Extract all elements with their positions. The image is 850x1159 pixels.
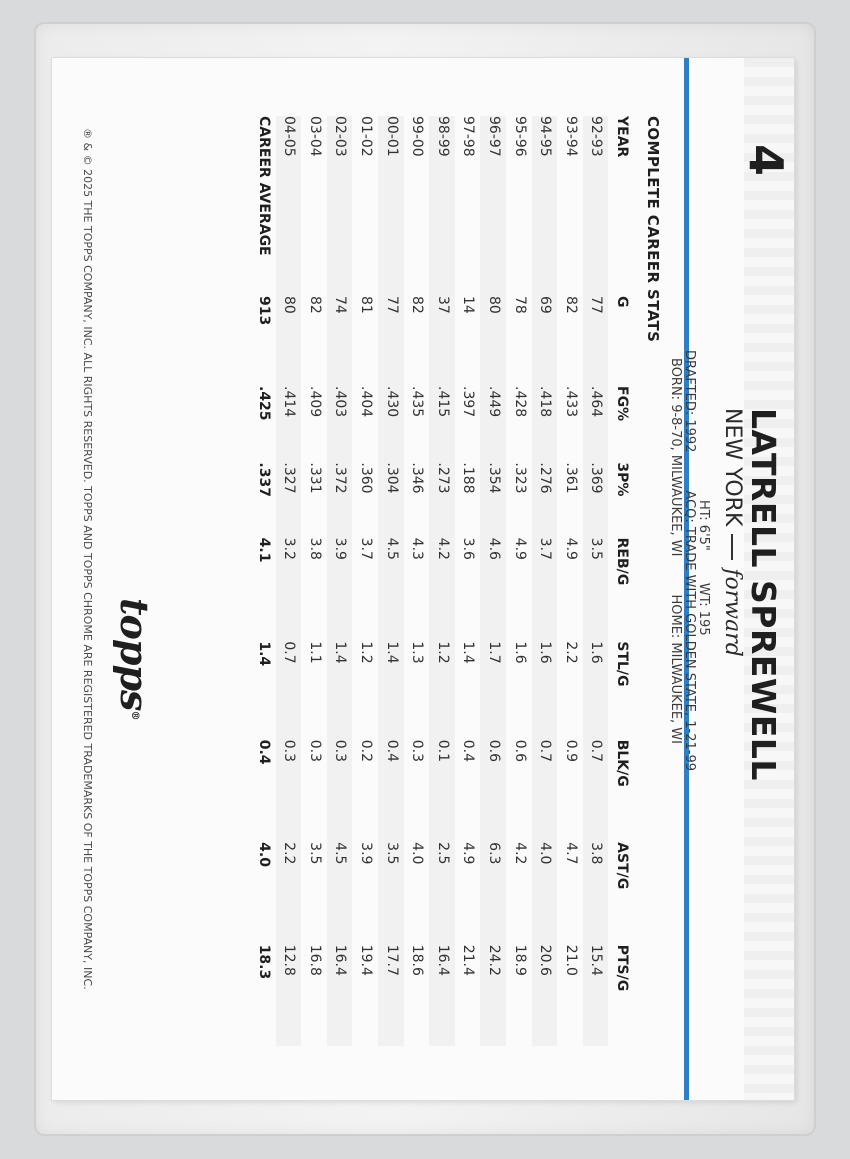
- stat-cell: .188: [460, 462, 477, 494]
- stat-cell: 69: [532, 296, 558, 386]
- stat-cell: 03-04: [306, 116, 323, 157]
- bio-row-3: [668, 350, 682, 1070]
- stat-cell: 95-96: [511, 116, 528, 157]
- stats-row: [327, 116, 353, 1046]
- stats-row: [557, 116, 583, 1046]
- col-header: STL/G: [614, 641, 630, 687]
- stat-cell: 1.6: [511, 641, 528, 664]
- stat-cell: 4.5: [327, 842, 353, 945]
- col-header: PTS/G: [614, 944, 630, 992]
- stat-cell: 24.2: [480, 945, 506, 1046]
- stat-cell: 3.2: [276, 538, 302, 642]
- stat-cell: 37: [429, 296, 455, 386]
- stat-cell: 77: [378, 296, 404, 386]
- stat-cell: 4.9: [460, 842, 477, 865]
- stat-cell: .425: [250, 386, 276, 462]
- career-stats-table: [250, 116, 634, 1046]
- stat-cell: .435: [409, 386, 426, 418]
- stat-cell: .276: [532, 462, 558, 537]
- stat-cell: 1.2: [429, 641, 455, 739]
- stat-cell: .273: [429, 462, 455, 537]
- legal-copyright: ® & © 2025 THE TOPPS COMPANY, INC. ALL RIGHTS RESERVED. TOPPS AND TOPPS CHROME ARE REGISTERED TRADEMARKS OF THE TOPPS COMPANY, INC.: [81, 128, 94, 990]
- stat-cell: 0.7: [583, 740, 609, 842]
- stat-cell: 4.1: [250, 538, 276, 642]
- stat-cell: .403: [327, 386, 353, 462]
- stat-cell: .418: [532, 386, 558, 462]
- stat-cell: 2.2: [562, 641, 579, 664]
- stat-cell: 14: [460, 296, 477, 314]
- stat-cell: 6.3: [480, 842, 506, 945]
- stats-row: [506, 116, 532, 1046]
- bio-acquired: ACQ: TRADE WITH GOLDEN STATE, 1-21-99: [682, 490, 697, 771]
- col-header: BLK/G: [614, 739, 630, 787]
- stat-cell: 0.3: [306, 739, 323, 762]
- stat-cell: 1.4: [378, 641, 404, 739]
- card-number: 4: [739, 144, 793, 177]
- stat-cell: 4.6: [480, 538, 506, 642]
- stat-cell: 0.3: [276, 740, 302, 842]
- stat-cell: 3.5: [306, 842, 323, 865]
- stat-cell: CAREER AVERAGE: [250, 116, 276, 296]
- stat-cell: 93-94: [562, 116, 579, 157]
- stats-row: [480, 116, 506, 1046]
- career-average-row: [250, 116, 276, 1046]
- bio-home: HOME: MILWAUKEE, WI: [668, 594, 683, 744]
- stat-cell: 0.4: [460, 739, 477, 762]
- stat-cell: 01-02: [358, 116, 375, 157]
- stat-cell: 3.9: [327, 538, 353, 642]
- stat-cell: 3.8: [583, 842, 609, 945]
- stat-cell: 1.4: [327, 641, 353, 739]
- stats-row: [301, 116, 327, 1046]
- stat-cell: 00-01: [378, 116, 404, 296]
- stat-cell: 0.3: [409, 739, 426, 762]
- stat-cell: 92-93: [583, 116, 609, 296]
- stat-cell: 4.7: [562, 842, 579, 865]
- stats-row: [276, 116, 302, 1046]
- separator-dash: [731, 534, 733, 560]
- logo-wordmark: topps: [112, 598, 157, 711]
- stat-cell: 1.2: [358, 641, 375, 664]
- stat-cell: 3.6: [460, 537, 477, 560]
- stat-cell: 15.4: [583, 945, 609, 1046]
- stat-cell: 81: [358, 296, 375, 314]
- col-header: REB/G: [614, 537, 630, 586]
- stats-row: [583, 116, 609, 1046]
- stat-cell: .415: [429, 386, 455, 462]
- stat-cell: 4.0: [250, 842, 276, 945]
- stat-cell: .404: [358, 386, 375, 418]
- stat-cell: .414: [276, 386, 302, 462]
- stats-row: [378, 116, 404, 1046]
- stat-cell: .360: [358, 462, 375, 494]
- stat-cell: 4.3: [409, 537, 426, 560]
- player-header: [720, 408, 783, 968]
- bio-height: HT: 6'5": [696, 500, 711, 551]
- stat-cell: 0.7: [532, 740, 558, 842]
- stat-cell: 96-97: [480, 116, 506, 296]
- stat-cell: 1.4: [250, 641, 276, 739]
- team-name: NEW YORK: [720, 408, 745, 527]
- stats-row: [352, 116, 378, 1046]
- col-header: FG%: [614, 386, 630, 422]
- stat-cell: .433: [562, 386, 579, 418]
- bio-born: BORN: 9-8-70, MILWAUKEE, WI: [668, 358, 683, 557]
- bio-weight: WT: 195: [696, 582, 711, 636]
- stats-title: COMPLETE CAREER STATS: [644, 116, 662, 343]
- stat-cell: 0.1: [429, 740, 455, 842]
- stat-cell: .327: [276, 462, 302, 537]
- stat-cell: 18.6: [409, 944, 426, 976]
- stat-cell: 3.5: [378, 842, 404, 945]
- stat-cell: .337: [250, 462, 276, 537]
- trading-card-back: [52, 58, 794, 1100]
- stat-cell: 16.4: [327, 945, 353, 1046]
- stat-cell: 16.8: [306, 944, 323, 976]
- stat-cell: 82: [409, 296, 426, 314]
- stat-cell: 78: [511, 296, 528, 314]
- stat-cell: 3.8: [306, 537, 323, 560]
- stat-cell: .304: [378, 462, 404, 537]
- stat-cell: 20.6: [532, 945, 558, 1046]
- stat-cell: 2.5: [429, 842, 455, 945]
- stat-cell: 0.6: [480, 740, 506, 842]
- col-header: 3P%: [614, 462, 630, 497]
- player-bio: [668, 350, 710, 1070]
- stat-cell: 04-05: [276, 116, 302, 296]
- stat-cell: 3.9: [358, 842, 375, 865]
- col-header: YEAR: [614, 116, 630, 158]
- bio-row-2: [682, 350, 696, 1070]
- stat-cell: 0.9: [562, 739, 579, 762]
- stat-cell: 1.6: [532, 641, 558, 739]
- stats-row: [404, 116, 430, 1046]
- stat-cell: .354: [480, 462, 506, 537]
- stat-cell: 1.1: [306, 641, 323, 664]
- stat-cell: 16.4: [429, 945, 455, 1046]
- stat-cell: 4.2: [511, 842, 528, 865]
- stat-cell: .361: [562, 462, 579, 494]
- logo-registered-mark: ®: [129, 710, 140, 720]
- stat-cell: 0.6: [511, 739, 528, 762]
- stat-cell: 1.3: [409, 641, 426, 664]
- stat-cell: .397: [460, 386, 477, 418]
- stat-cell: 0.4: [378, 740, 404, 842]
- stat-cell: 12.8: [276, 945, 302, 1046]
- stat-cell: .331: [306, 462, 323, 494]
- stats-row: [455, 116, 481, 1046]
- stat-cell: 0.3: [327, 740, 353, 842]
- stat-cell: .369: [583, 462, 609, 537]
- topps-logo: [112, 598, 157, 720]
- card-content: [52, 58, 794, 1100]
- stat-cell: 1.4: [460, 641, 477, 664]
- stat-cell: 17.7: [378, 945, 404, 1046]
- stat-cell: 21.4: [460, 944, 477, 976]
- stat-cell: 3.7: [532, 538, 558, 642]
- stat-cell: 99-00: [409, 116, 426, 157]
- stat-cell: 18.3: [250, 945, 276, 1046]
- col-header: AST/G: [614, 842, 630, 890]
- stat-cell: 19.4: [358, 944, 375, 976]
- stat-cell: 18.9: [511, 944, 528, 976]
- stat-cell: 1.7: [480, 641, 506, 739]
- bio-row-1: [696, 350, 710, 1070]
- stat-cell: 0.4: [250, 740, 276, 842]
- stat-cell: 98-99: [429, 116, 455, 296]
- stat-cell: .346: [409, 462, 426, 494]
- stats-row: [429, 116, 455, 1046]
- stat-cell: .449: [480, 386, 506, 462]
- stat-cell: 97-98: [460, 116, 477, 157]
- bio-drafted: DRAFTED: 1992: [682, 350, 697, 453]
- stat-cell: .428: [511, 386, 528, 418]
- team-position-line: [720, 408, 744, 968]
- stats-header-row: [608, 116, 634, 1046]
- player-name: LATRELL SPREWELL: [744, 408, 783, 781]
- stat-cell: 94-95: [532, 116, 558, 296]
- stat-cell: 74: [327, 296, 353, 386]
- stat-cell: .409: [306, 386, 323, 418]
- stat-cell: 4.2: [429, 538, 455, 642]
- stat-cell: 80: [480, 296, 506, 386]
- stat-cell: 77: [583, 296, 609, 386]
- stat-cell: 82: [562, 296, 579, 314]
- stat-cell: 82: [306, 296, 323, 314]
- stat-cell: .430: [378, 386, 404, 462]
- stats-row: [532, 116, 558, 1046]
- stat-cell: 4.5: [378, 538, 404, 642]
- stat-cell: 4.9: [511, 537, 528, 560]
- stat-cell: 02-03: [327, 116, 353, 296]
- stat-cell: 913: [250, 296, 276, 386]
- col-header: G: [614, 296, 630, 308]
- stat-cell: .464: [583, 386, 609, 462]
- stat-cell: .323: [511, 462, 528, 494]
- stat-cell: 4.0: [532, 842, 558, 945]
- stat-cell: 0.2: [358, 739, 375, 762]
- stat-cell: 2.2: [276, 842, 302, 945]
- stat-cell: .372: [327, 462, 353, 537]
- stat-cell: 80: [276, 296, 302, 386]
- stat-cell: 0.7: [276, 641, 302, 739]
- stat-cell: 4.9: [562, 537, 579, 560]
- stat-cell: 3.7: [358, 537, 375, 560]
- stat-cell: 3.5: [583, 538, 609, 642]
- stat-cell: 1.6: [583, 641, 609, 739]
- stat-cell: 21.0: [562, 944, 579, 976]
- player-position: forward: [720, 568, 745, 657]
- stat-cell: 4.0: [409, 842, 426, 865]
